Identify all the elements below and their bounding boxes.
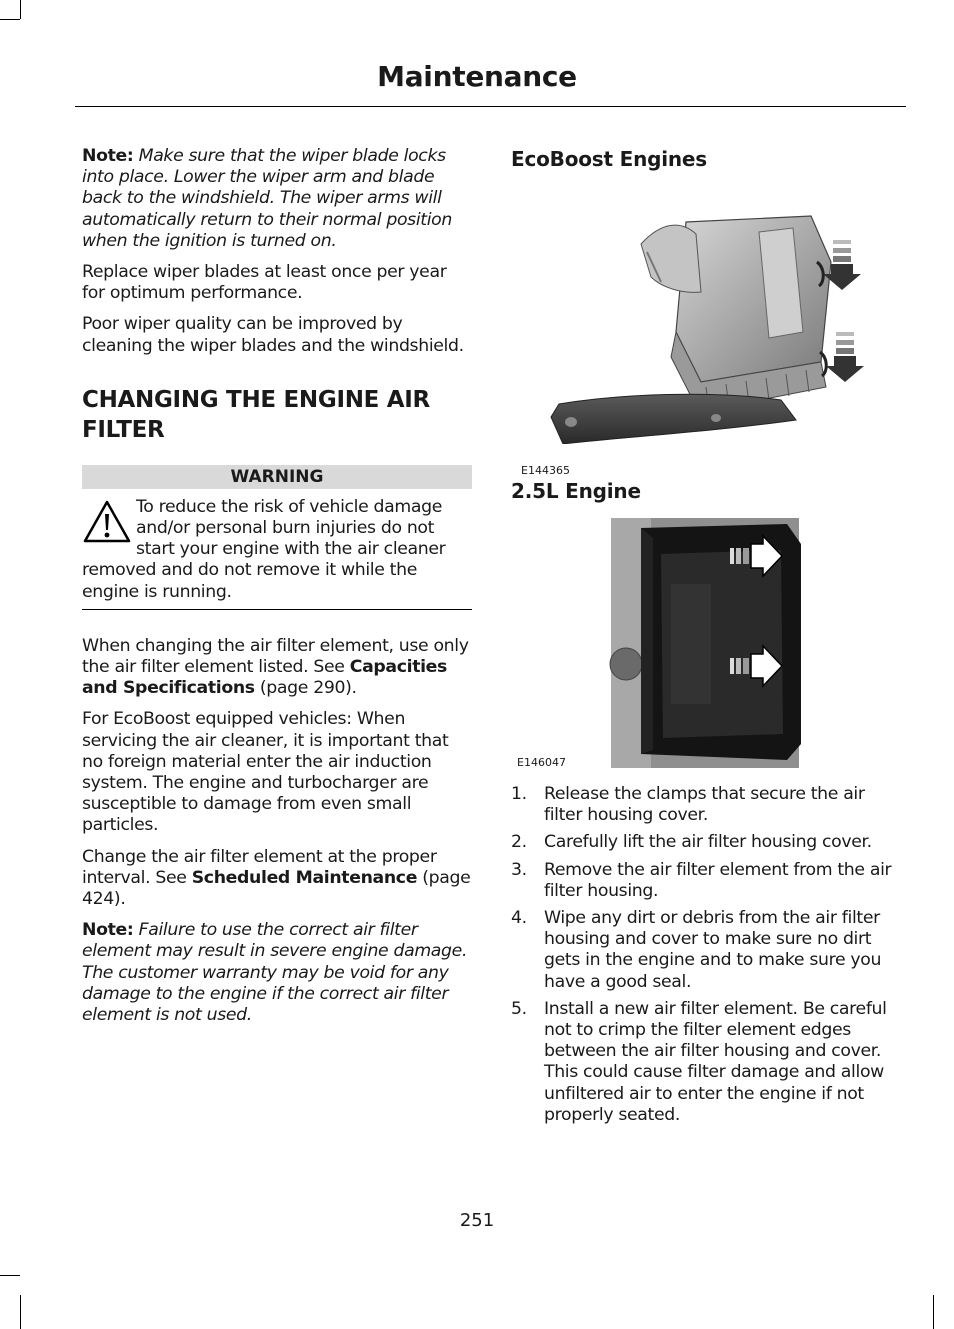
crop-mark bbox=[20, 0, 21, 19]
paragraph-ecoboost: For EcoBoost equipped vehicles: When servicing the air cleaner, it is important that no foreign material enter the air induction system. The engine and turbocharger are susceptible to damage from even small particles. bbox=[82, 709, 449, 836]
step-number: 3. bbox=[511, 859, 527, 880]
step-text: Release the clamps that secure the air filter housing cover. bbox=[544, 784, 865, 826]
step-text: Install a new air filter element. Be careful not to crimp the filter element edges between the air filter housing and cover. This could cause filter damage and allow unfiltered air to enter the engine if not properly seated. bbox=[544, 998, 887, 1125]
note-label: Note: bbox=[82, 146, 134, 166]
list-item bbox=[511, 860, 906, 902]
list-item bbox=[511, 999, 906, 1126]
step-number: 5. bbox=[511, 998, 527, 1019]
text-run: When changing the air filter element, use only the air filter element listed. See bbox=[82, 635, 469, 678]
figure-code: E144365 bbox=[521, 464, 570, 477]
crop-mark bbox=[0, 1275, 20, 1276]
warning-triangle-icon bbox=[82, 499, 132, 545]
heading-25l-engine: 2.5L Engine bbox=[511, 479, 641, 503]
25l-airbox-illustration bbox=[511, 514, 906, 770]
crop-mark bbox=[933, 1295, 934, 1329]
crop-mark bbox=[20, 1295, 21, 1329]
paragraph-replace-blades: Replace wiper blades at least once per year for optimum performance. bbox=[82, 262, 447, 304]
left-column bbox=[82, 146, 472, 1036]
right-column bbox=[511, 146, 906, 1132]
step-text: Wipe any dirt or debris from the air filter housing and cover to make sure no dirt gets in the engine and to make sure you have a good seal. bbox=[544, 908, 882, 992]
text-run: (page 290). bbox=[254, 678, 357, 699]
warning-divider bbox=[82, 609, 472, 610]
list-item bbox=[511, 784, 906, 826]
section-title: CHANGING THE ENGINE AIR FILTER bbox=[82, 386, 430, 443]
list-item bbox=[511, 832, 906, 853]
text-run: (page 424). bbox=[82, 867, 471, 910]
paragraph-wiper-quality: Poor wiper quality can be improved by cleaning the wiper blades and the windshield. bbox=[82, 314, 464, 356]
text-run: Change the air filter element at the proper interval. See bbox=[82, 846, 437, 888]
note-label: Note: bbox=[82, 920, 134, 941]
step-text: Remove the air filter element from the air filter housing. bbox=[544, 859, 892, 901]
warning-box bbox=[82, 497, 472, 603]
ecoboost-airbox-illustration bbox=[511, 182, 906, 444]
steps-list bbox=[511, 784, 906, 1126]
warning-text: To reduce the risk of vehicle damage and/or personal burn injuries do not start your engine with the air cleaner removed and do not remove it while the engine is running. bbox=[82, 496, 446, 602]
link-capacities-specifications[interactable]: Capacities and Specifications bbox=[82, 657, 447, 699]
step-number: 1. bbox=[511, 784, 527, 804]
list-item bbox=[511, 908, 906, 993]
push-arrow-icon bbox=[820, 332, 864, 382]
step-text: Carefully lift the air filter housing cover. bbox=[544, 832, 872, 853]
note-correct-filter bbox=[82, 920, 472, 1026]
paragraph-air-filter-element bbox=[82, 636, 472, 700]
figure-ecoboost bbox=[511, 182, 906, 477]
link-scheduled-maintenance[interactable]: Scheduled Maintenance bbox=[191, 867, 418, 888]
warning-header: WARNING bbox=[82, 465, 472, 489]
title-divider bbox=[75, 106, 906, 107]
crop-mark bbox=[0, 19, 20, 20]
figure-code: E146047 bbox=[517, 756, 566, 769]
note-text: Make sure that the wiper blade locks into place. Lower the wiper arm and blade back to the windshield. The wiper arms will automatically return to their normal position when the ignition is turned on. bbox=[82, 146, 452, 251]
paragraph-interval bbox=[82, 847, 472, 911]
figure-25l bbox=[511, 514, 906, 770]
page-number: 251 bbox=[459, 1210, 495, 1231]
page-title: Maintenance bbox=[377, 60, 577, 93]
heading-ecoboost: EcoBoost Engines bbox=[511, 147, 707, 171]
note-text: Failure to use the correct air filter element may result in severe engine damage. The customer warranty may be void for any damage to the engine if the correct air filter element is not used. bbox=[82, 920, 468, 1026]
step-number: 4. bbox=[511, 908, 527, 929]
step-number: 2. bbox=[511, 832, 527, 853]
note-wiper-lock bbox=[82, 146, 472, 252]
